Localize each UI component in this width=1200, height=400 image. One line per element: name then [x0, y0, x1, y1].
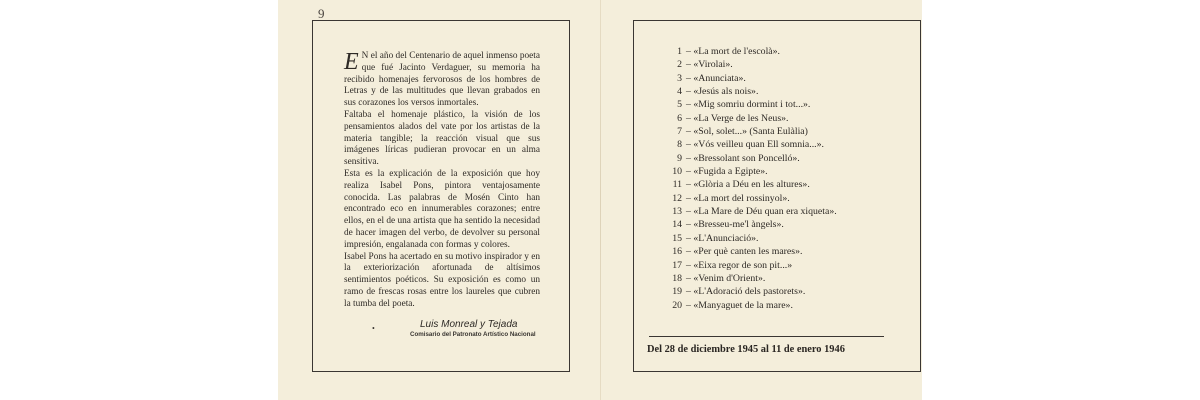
- work-number: 7: [677, 126, 682, 138]
- work-title: – «Fugida a Egipte».: [686, 166, 768, 178]
- work-title: – «Bressolant son Poncelló».: [686, 152, 800, 164]
- work-number: 17: [672, 259, 682, 271]
- work-item: [662, 259, 892, 272]
- work-item: [662, 178, 892, 191]
- work-title: – «Venim d'Orient».: [686, 272, 766, 284]
- work-title: – «Bresseu-me'l àngels».: [686, 219, 784, 231]
- work-item: [662, 218, 892, 231]
- work-number: 15: [672, 232, 682, 244]
- works-list: [662, 45, 892, 312]
- exhibition-dates: Del 28 de diciembre 1945 al 11 de enero 1946: [647, 344, 845, 355]
- work-item: [662, 112, 892, 125]
- work-item: [662, 85, 892, 98]
- essay-text: [344, 51, 540, 311]
- work-item: [662, 138, 892, 151]
- essay-paragraph-3: Esta es la explicación de la exposición que hoy realiza Isabel Pons, pintora ventajosamente conocida. Las palabras de Mosén Cinto han encontrado eco en innumerables corazones; entre ellos, en el de una artista que ha sentido la necesidad de hacer imagen del verbo, de devolver su personal impresión, engalanada con formas y colores.: [344, 168, 540, 250]
- work-number: 16: [672, 246, 682, 258]
- work-number: 1: [677, 46, 682, 57]
- work-item: [662, 58, 892, 71]
- work-item: [662, 285, 892, 298]
- work-title: – «Per què canten les mares».: [686, 246, 803, 258]
- work-item: [662, 125, 892, 138]
- work-number: 18: [672, 272, 682, 284]
- fold-line: [600, 0, 601, 400]
- work-title: – «La Mare de Déu quan era xiqueta».: [686, 206, 837, 218]
- work-item: [662, 72, 892, 85]
- essay-p1-text: N el año del Centenario de aquel inmenso poeta que fué Jacinto Verdaguer, su memoria ha recibido homenajes fervorosos de los hombres de Letras y de las multitudes que llevan grabados en sus corazones los versos inmortales.: [344, 51, 540, 109]
- work-number: 4: [677, 86, 682, 98]
- essay-paragraph-4: Isabel Pons ha acertado en su motivo inspirador y en la exteriorización afortunada de altísimos sentimientos poéticos. Su exposición es como un ramo de frescas rosas entre los laureles que cubren la tumba del poeta.: [344, 251, 540, 309]
- work-number: 12: [672, 192, 682, 204]
- work-title: – «Glòria a Déu en les altures».: [686, 179, 810, 191]
- work-title: – «Virolai».: [686, 59, 733, 71]
- work-title: – «L'Anunciació».: [686, 232, 759, 244]
- work-item: [662, 272, 892, 285]
- essay-paragraph-2: Faltaba el homenaje plástico, la visión de los pensamientos alados del vate por los artistas de la materia tangible; la reacción visual que sus imágenes líricas pudieran provocar en un alma sensitiva.: [344, 109, 540, 168]
- work-number: 6: [677, 112, 682, 124]
- dates-rule: [649, 336, 884, 337]
- work-item: [662, 299, 892, 312]
- work-title: – «Vós veilleu quan Ell somnia...».: [686, 139, 824, 151]
- work-number: 5: [677, 99, 682, 111]
- work-item: [662, 245, 892, 258]
- work-title: – «La Verge de les Neus».: [686, 112, 789, 124]
- work-title: – «L'Adoració dels pastorets».: [686, 286, 806, 298]
- work-number: 8: [677, 139, 682, 151]
- work-number: 11: [672, 179, 682, 191]
- work-number: 3: [677, 72, 682, 84]
- signature-dot: •: [372, 324, 375, 333]
- work-item: [662, 205, 892, 218]
- signature-role: Comisario del Patronato Artístico Nacional: [410, 331, 536, 338]
- signature-name: Luis Monreal y Tejada: [420, 319, 518, 330]
- work-item: [662, 232, 892, 245]
- work-title: – «Jesús als nois».: [686, 86, 759, 98]
- work-number: 13: [672, 206, 682, 218]
- work-number: 20: [672, 299, 682, 311]
- work-item: [662, 45, 892, 58]
- work-item: [662, 192, 892, 205]
- page-mark: 9: [318, 6, 325, 21]
- work-title: – «Anunciata».: [686, 72, 746, 84]
- work-title: – «La mort del rossinyol».: [686, 192, 790, 204]
- drop-cap: E: [344, 49, 359, 75]
- work-title: – «Sol, solet...» (Santa Eulàlia): [686, 126, 808, 138]
- work-title: – «La mort de l'escolà».: [686, 46, 780, 57]
- work-number: 14: [672, 219, 682, 231]
- work-title: – «Eixa regor de son pit...»: [686, 259, 793, 271]
- essay-paragraph-1: [344, 51, 540, 110]
- work-item: [662, 165, 892, 178]
- work-title: – «Mig somriu dormint i tot...».: [686, 99, 811, 111]
- work-number: 9: [677, 152, 682, 164]
- work-item: [662, 98, 892, 111]
- work-item: [662, 152, 892, 165]
- work-number: 2: [677, 59, 682, 71]
- work-number: 10: [672, 166, 682, 178]
- work-title: – «Manyaguet de la mare».: [686, 299, 793, 311]
- work-number: 19: [672, 286, 682, 298]
